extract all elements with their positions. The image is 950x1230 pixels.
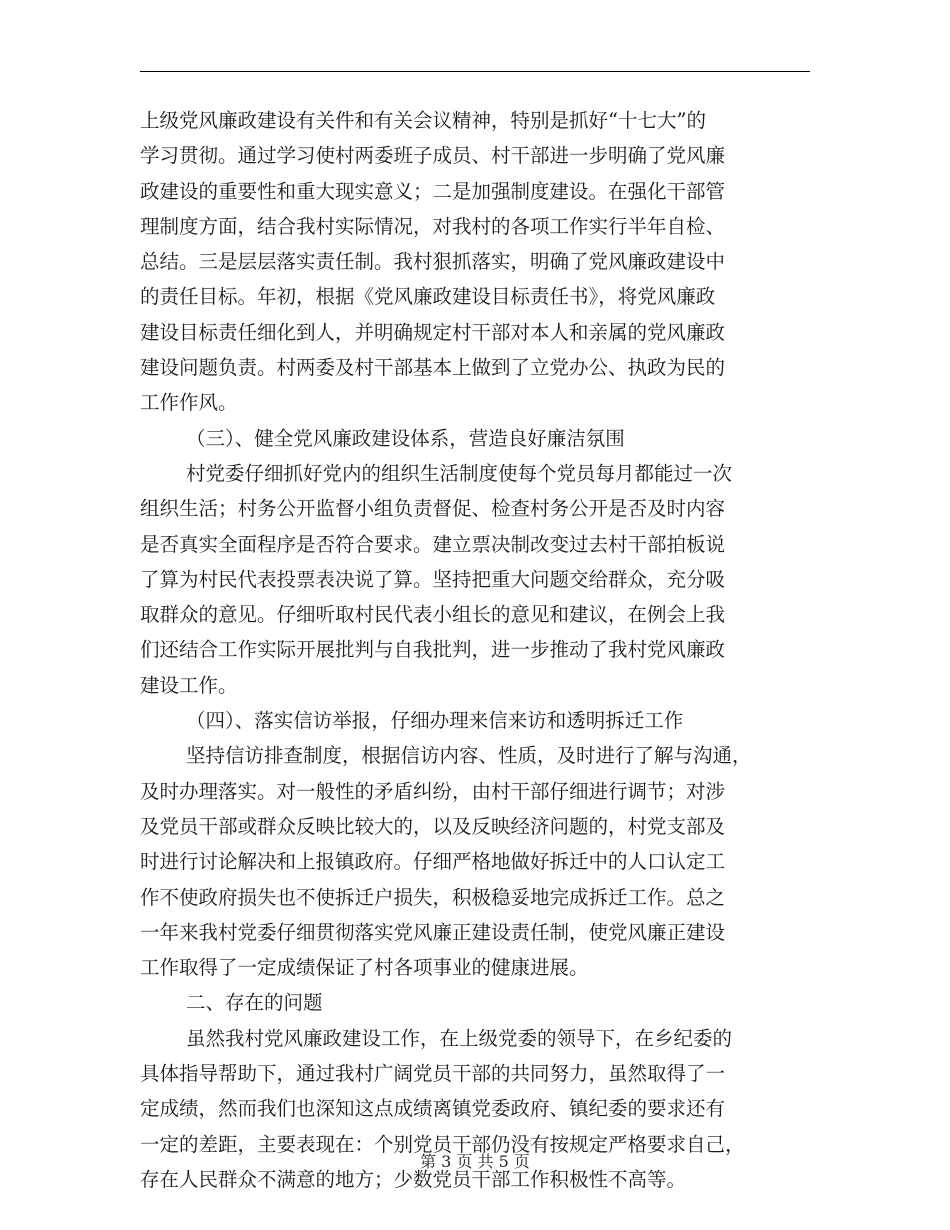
text-line: 的责任目标。年初，根据《党风廉政建设目标责任书》，将党风廉政 <box>140 285 716 309</box>
document-body <box>140 103 812 1197</box>
text-line: 理制度方面，结合我村实际情况，对我村的各项工作实行半年自检、 <box>140 214 726 238</box>
text-line: 政建设的重要性和重大现实意义；二是加强制度建设。在强化干部管 <box>140 179 726 203</box>
text-line: 及党员干部或群众反映比较大的，以及反映经济问题的，村党支部及 <box>140 814 726 838</box>
text-line: 总结。三是层层落实责任制。我村狠抓落实，明确了党风廉政建设中 <box>140 250 726 274</box>
text-line: 存在人民群众不满意的地方；少数党员干部工作积极性不高等。 <box>140 1167 687 1191</box>
text-line: 一年来我村党委仔细贯彻落实党风廉正建设责任制，使党风廉正建设 <box>140 920 726 944</box>
text-line: 坚持信访排查制度，根据信访内容、性质，及时进行了解与沟通， <box>186 744 752 768</box>
text-line: 作不使政府损失也不使拆迁户损失，积极稳妥地完成拆迁工作。总之 <box>140 885 726 909</box>
text-line: 们还结合工作实际开展批判与自我批判，进一步推动了我村党风廉政 <box>140 638 726 662</box>
section-heading: （四）、落实信访举报，仔细办理来信来访和透明拆迁工作 <box>186 709 684 733</box>
text-line: 具体指导帮助下，通过我村广阔党员干部的共同努力，虽然取得了一 <box>140 1062 726 1086</box>
page-number-footer: 第 3 页 共 5 页 <box>420 1152 530 1171</box>
text-line: 及时办理落实。对一般性的矛盾纠纷，由村干部仔细进行调节；对涉 <box>140 779 726 803</box>
text-line: 建设问题负责。村两委及村干部基本上做到了立党办公、执政为民的 <box>140 356 726 380</box>
text-line: 虽然我村党风廉政建设工作，在上级党委的领导下，在乡纪委的 <box>186 1026 733 1050</box>
text-line: 时进行讨论解决和上报镇政府。仔细严格地做好拆迁中的人口认定工 <box>140 850 726 874</box>
header-rule <box>140 71 810 72</box>
section-heading: （三）、健全党风廉政建设体系，营造良好廉洁氛围 <box>186 426 625 450</box>
text-line: 工作作风。 <box>140 391 238 415</box>
text-line: 村党委仔细抓好党内的组织生活制度使每个党员每月都能过一次 <box>186 461 733 485</box>
text-line: 一定的差距，主要表现在：个别党员干部仍没有按规定严格要求自己， <box>140 1132 745 1156</box>
text-line: 工作取得了一定成绩保证了村各项事业的健康进展。 <box>140 956 589 980</box>
text-line: 了算为村民代表投票表决说了算。坚持把重大问题交给群众，充分吸 <box>140 567 726 591</box>
text-line: 定成绩，然而我们也深知这点成绩离镇党委政府、镇纪委的要求还有 <box>140 1097 726 1121</box>
text-line: 取群众的意见。仔细听取村民代表小组长的意见和建议，在例会上我 <box>140 603 726 627</box>
text-line: 组织生活；村务公开监督小组负责督促、检查村务公开是否及时内容 <box>140 497 726 521</box>
section-heading: 二、存在的问题 <box>186 991 323 1015</box>
text-line: 建设目标责任细化到人，并明确规定村干部对本人和亲属的党风廉政 <box>140 320 726 344</box>
text-line: 是否真实全面程序是否符合要求。建立票决制改变过去村干部拍板说 <box>140 532 726 556</box>
text-line: 学习贯彻。通过学习使村两委班子成员、村干部进一步明确了党风廉 <box>140 144 726 168</box>
text-line: 上级党风廉政建设有关件和有关会议精神，特别是抓好“十七大”的 <box>140 109 706 132</box>
text-line: 建设工作。 <box>140 673 238 697</box>
